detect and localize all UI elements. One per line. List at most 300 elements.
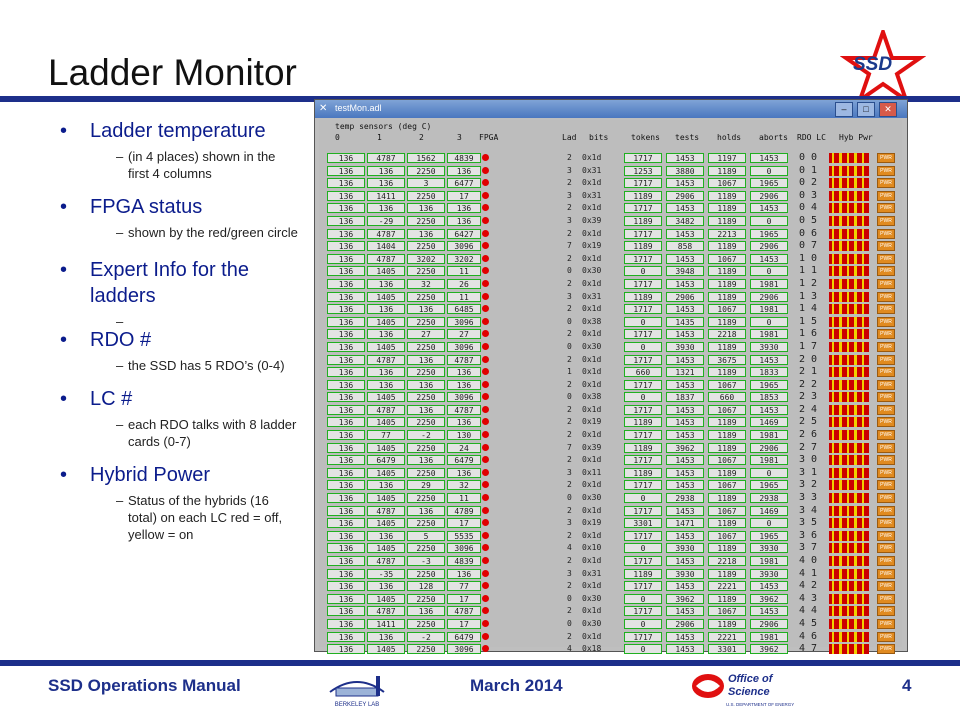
hybrid-power-bar bbox=[829, 329, 869, 339]
expert-info-field: 1453 bbox=[750, 203, 788, 213]
temp-sensor-3-field: 17 bbox=[447, 518, 481, 528]
sub-bullet: – Status of the hybrids (16 total) on each LC red = off, yellow = on bbox=[58, 492, 298, 543]
hybrid-power-bar bbox=[829, 405, 869, 415]
temp-sensor-0-field: 136 bbox=[327, 279, 365, 289]
temp-sensor-3-field: 4789 bbox=[447, 506, 481, 516]
rdo-lc-value: 1 5 bbox=[799, 315, 818, 327]
hybrid-power-button[interactable]: PWR bbox=[877, 556, 895, 566]
temp-sensor-0-field: 136 bbox=[327, 581, 365, 591]
rdo-lc-value: 3 3 bbox=[799, 492, 818, 504]
temp-sensor-2-field: 136 bbox=[407, 229, 445, 239]
expert-info-field: 1965 bbox=[750, 229, 788, 239]
hybrid-power-bar bbox=[829, 518, 869, 528]
hybrid-power-button[interactable]: PWR bbox=[877, 455, 895, 465]
hybrid-power-button[interactable]: PWR bbox=[877, 380, 895, 390]
temp-sensor-1-field: 1405 bbox=[367, 417, 405, 427]
col-header-1: 1 bbox=[377, 133, 382, 142]
fpga-status-indicator bbox=[482, 570, 489, 577]
hybrid-indicator bbox=[867, 493, 870, 503]
lad-value: 2 bbox=[567, 480, 572, 490]
hybrid-power-button[interactable]: PWR bbox=[877, 304, 895, 314]
testmon-window[interactable] bbox=[314, 99, 908, 655]
bits-value: 0x1d bbox=[582, 278, 602, 288]
expert-info-field: 1189 bbox=[708, 279, 746, 289]
hybrid-power-button[interactable]: PWR bbox=[877, 317, 895, 327]
hybrid-power-bar bbox=[829, 342, 869, 352]
fpga-status-indicator bbox=[482, 469, 489, 476]
temp-sensor-3-field: 136 bbox=[447, 367, 481, 377]
lad-value: 1 bbox=[567, 367, 572, 377]
temp-sensor-2-field: 2250 bbox=[407, 266, 445, 276]
lad-value: 2 bbox=[567, 228, 572, 238]
maximize-icon[interactable]: □ bbox=[857, 102, 875, 117]
temp-sensor-1-field: 1411 bbox=[367, 191, 405, 201]
expert-info-field: 0 bbox=[624, 317, 662, 327]
hybrid-power-bar bbox=[829, 632, 869, 642]
rdo-lc-value: 4 0 bbox=[799, 555, 818, 566]
expert-info-field: 1067 bbox=[708, 405, 746, 415]
hybrid-power-bar bbox=[829, 594, 869, 604]
ladder-row bbox=[319, 354, 902, 367]
hybrid-power-button[interactable]: PWR bbox=[877, 279, 895, 289]
fpga-status-indicator bbox=[482, 368, 489, 375]
expert-info-field: 1453 bbox=[666, 178, 704, 188]
fpga-status-indicator bbox=[482, 280, 489, 287]
expert-info-field: 1189 bbox=[624, 292, 662, 302]
expert-info-field: 1717 bbox=[624, 153, 662, 163]
ladder-row bbox=[319, 492, 902, 505]
expert-info-field: 3301 bbox=[624, 518, 662, 528]
fpga-status-indicator bbox=[482, 217, 489, 224]
bits-value: 0x1d bbox=[582, 203, 602, 213]
expert-info-field: 1453 bbox=[666, 556, 704, 566]
hybrid-power-button[interactable]: PWR bbox=[877, 606, 895, 616]
fpga-status-indicator bbox=[482, 154, 489, 161]
ladder-row bbox=[319, 580, 902, 593]
hybrid-indicator bbox=[867, 531, 870, 541]
expert-info-field: 1453 bbox=[666, 329, 704, 339]
hybrid-indicator bbox=[867, 342, 870, 352]
temp-sensor-0-field: 136 bbox=[327, 367, 365, 377]
expert-info-field: 2218 bbox=[708, 329, 746, 339]
expert-info-field: 1067 bbox=[708, 480, 746, 490]
expert-info-field: 1453 bbox=[666, 506, 704, 516]
fpga-status-indicator bbox=[482, 204, 489, 211]
temp-sensor-3-field: 17 bbox=[447, 594, 481, 604]
rdo-lc-value: 3 2 bbox=[799, 479, 818, 491]
temp-sensor-1-field: 1405 bbox=[367, 468, 405, 478]
fpga-status-indicator bbox=[482, 607, 489, 614]
hybrid-power-button[interactable]: PWR bbox=[877, 367, 895, 377]
fpga-status-indicator bbox=[482, 431, 489, 438]
ladder-row bbox=[319, 240, 902, 253]
bullet-list bbox=[58, 118, 298, 555]
expert-info-field: 1189 bbox=[708, 292, 746, 302]
hybrid-indicator bbox=[867, 178, 870, 188]
hybrid-indicator bbox=[867, 430, 870, 440]
expert-info-field: 1453 bbox=[666, 279, 704, 289]
hybrid-indicator bbox=[867, 329, 870, 339]
expert-info-field: 1981 bbox=[750, 455, 788, 465]
expert-info-field: 0 bbox=[750, 216, 788, 226]
hybrid-power-bar bbox=[829, 178, 869, 188]
fpga-status-indicator bbox=[482, 179, 489, 186]
temp-sensor-0-field: 136 bbox=[327, 556, 365, 566]
temp-sensor-1-field: 1405 bbox=[367, 317, 405, 327]
lad-value: 4 bbox=[567, 543, 572, 553]
hybrid-power-button[interactable]: PWR bbox=[877, 292, 895, 302]
bits-value: 0x1d bbox=[582, 455, 602, 465]
hybrid-power-button[interactable]: PWR bbox=[877, 581, 895, 591]
lad-value: 2 bbox=[567, 379, 572, 389]
bits-value: 0x1d bbox=[582, 404, 602, 414]
temp-sensor-2-field: 136 bbox=[407, 405, 445, 415]
hybrid-power-button[interactable]: PWR bbox=[877, 480, 895, 490]
temp-sensor-3-field: 4787 bbox=[447, 405, 481, 415]
expert-info-field: 1717 bbox=[624, 279, 662, 289]
bits-value: 0x1d bbox=[582, 253, 602, 263]
rdo-lc-value: 0 6 bbox=[799, 227, 818, 239]
temp-sensor-1-field: -35 bbox=[367, 569, 405, 579]
lad-value: 2 bbox=[567, 178, 572, 188]
ladder-row bbox=[319, 454, 902, 467]
temp-sensor-2-field: 2250 bbox=[407, 493, 445, 503]
hybrid-power-button[interactable]: PWR bbox=[877, 644, 895, 654]
expert-info-field: 0 bbox=[624, 392, 662, 402]
temp-sensor-0-field: 136 bbox=[327, 644, 365, 654]
temp-sensor-2-field: 128 bbox=[407, 581, 445, 591]
hybrid-power-bar bbox=[829, 279, 869, 289]
fpga-status-indicator bbox=[482, 167, 489, 174]
rdo-lc-value: 0 4 bbox=[799, 202, 818, 214]
ladder-row bbox=[319, 190, 902, 203]
temp-sensor-1-field: 1405 bbox=[367, 266, 405, 276]
temp-sensor-2-field: 2250 bbox=[407, 518, 445, 528]
hybrid-indicator bbox=[867, 304, 870, 314]
expert-info-field: 1717 bbox=[624, 581, 662, 591]
expert-info-field: 3930 bbox=[750, 569, 788, 579]
temp-sensor-0-field: 136 bbox=[327, 216, 365, 226]
fpga-status-indicator bbox=[482, 305, 489, 312]
bits-value: 0x1d bbox=[582, 581, 602, 591]
temp-sensor-2-field: 5 bbox=[407, 531, 445, 541]
expert-info-field: 1189 bbox=[708, 417, 746, 427]
temp-sensor-0-field: 136 bbox=[327, 191, 365, 201]
hybrid-power-button[interactable]: PWR bbox=[877, 417, 895, 427]
rdo-lc-value: 1 6 bbox=[799, 328, 818, 340]
close-icon[interactable]: ✕ bbox=[879, 102, 897, 117]
temp-sensor-2-field: 2250 bbox=[407, 191, 445, 201]
hybrid-power-button[interactable]: PWR bbox=[877, 619, 895, 629]
hybrid-power-bar bbox=[829, 266, 869, 276]
hybrid-power-button[interactable]: PWR bbox=[877, 392, 895, 402]
expert-info-field: 1189 bbox=[708, 241, 746, 251]
temp-sensor-2-field: 2250 bbox=[407, 342, 445, 352]
temp-sensor-1-field: 4787 bbox=[367, 355, 405, 365]
rdo-lc-value: 0 0 bbox=[799, 152, 818, 163]
fpga-status-indicator bbox=[482, 393, 489, 400]
hybrid-power-bar bbox=[829, 493, 869, 503]
expert-info-field: 0 bbox=[624, 342, 662, 352]
col-header-aborts: aborts bbox=[759, 133, 788, 142]
hybrid-power-bar bbox=[829, 380, 869, 390]
expert-info-field: 1717 bbox=[624, 178, 662, 188]
hybrid-power-bar bbox=[829, 543, 869, 553]
bits-value: 0x1d bbox=[582, 505, 602, 515]
temp-sensor-0-field: 136 bbox=[327, 531, 365, 541]
expert-info-field: 0 bbox=[624, 594, 662, 604]
bits-value: 0x19 bbox=[582, 518, 602, 528]
temp-sensor-1-field: 1405 bbox=[367, 543, 405, 553]
expert-info-field: 2218 bbox=[708, 556, 746, 566]
expert-info-field: 2906 bbox=[750, 191, 788, 201]
expert-info-field: 1965 bbox=[750, 380, 788, 390]
hybrid-indicator bbox=[867, 191, 870, 201]
temp-sensor-1-field: 136 bbox=[367, 380, 405, 390]
temp-sensor-0-field: 136 bbox=[327, 468, 365, 478]
col-header-tokens: tokens bbox=[631, 133, 660, 142]
hybrid-power-button[interactable]: PWR bbox=[877, 543, 895, 553]
hybrid-power-button[interactable]: PWR bbox=[877, 569, 895, 579]
lad-value: 2 bbox=[567, 631, 572, 641]
temp-sensor-1-field: 136 bbox=[367, 367, 405, 377]
temp-sensor-2-field: 136 bbox=[407, 506, 445, 516]
hybrid-power-button[interactable]: PWR bbox=[877, 166, 895, 176]
temp-sensor-2-field: 2250 bbox=[407, 241, 445, 251]
expert-info-field: 1471 bbox=[666, 518, 704, 528]
expert-info-field: 1717 bbox=[624, 405, 662, 415]
rdo-lc-value: 4 2 bbox=[799, 580, 818, 592]
expert-info-field: 1965 bbox=[750, 480, 788, 490]
expert-info-field: 1453 bbox=[666, 153, 704, 163]
hybrid-power-bar bbox=[829, 619, 869, 629]
expert-info-field: 1453 bbox=[666, 304, 704, 314]
rdo-lc-value: 1 2 bbox=[799, 277, 818, 289]
ladder-row bbox=[319, 605, 902, 618]
hybrid-indicator bbox=[867, 619, 870, 629]
bits-value: 0x31 bbox=[582, 291, 602, 301]
temp-sensor-3-field: 3096 bbox=[447, 342, 481, 352]
hybrid-power-button[interactable]: PWR bbox=[877, 329, 895, 339]
expert-info-field: 1067 bbox=[708, 606, 746, 616]
temp-sensor-1-field: 1405 bbox=[367, 493, 405, 503]
ladder-row bbox=[319, 643, 902, 656]
ladder-row bbox=[319, 416, 902, 429]
bits-value: 0x19 bbox=[582, 417, 602, 427]
hybrid-power-bar bbox=[829, 216, 869, 226]
expert-info-field: 1189 bbox=[708, 518, 746, 528]
hybrid-power-button[interactable]: PWR bbox=[877, 191, 895, 201]
bits-value: 0x19 bbox=[582, 241, 602, 251]
hybrid-power-button[interactable]: PWR bbox=[877, 203, 895, 213]
hybrid-power-button[interactable]: PWR bbox=[877, 468, 895, 478]
rdo-lc-value: 2 7 bbox=[799, 441, 818, 453]
rdo-lc-value: 2 0 bbox=[799, 353, 818, 365]
ladder-row bbox=[319, 152, 902, 165]
expert-info-field: 1189 bbox=[708, 317, 746, 327]
expert-info-field: 1189 bbox=[708, 342, 746, 352]
temp-sensor-2-field: 136 bbox=[407, 606, 445, 616]
rdo-lc-value: 1 0 bbox=[799, 252, 818, 264]
rdo-lc-value: 4 3 bbox=[799, 592, 818, 604]
hybrid-power-button[interactable]: PWR bbox=[877, 241, 895, 251]
expert-info-field: 1981 bbox=[750, 304, 788, 314]
expert-info-field: 1189 bbox=[708, 569, 746, 579]
expert-info-field: 1469 bbox=[750, 417, 788, 427]
doe-office-of-text: Office of bbox=[728, 673, 773, 685]
fpga-status-indicator bbox=[482, 356, 489, 363]
temp-sensor-1-field: 1405 bbox=[367, 342, 405, 352]
expert-info-field: 1717 bbox=[624, 480, 662, 490]
temp-sensor-1-field: 4787 bbox=[367, 229, 405, 239]
expert-info-field: 1981 bbox=[750, 279, 788, 289]
expert-info-field: 1453 bbox=[666, 644, 704, 654]
temp-sensor-2-field: 136 bbox=[407, 304, 445, 314]
hybrid-power-button[interactable]: PWR bbox=[877, 443, 895, 453]
hybrid-power-bar bbox=[829, 644, 869, 654]
ladder-row bbox=[319, 278, 902, 291]
expert-info-field: 1189 bbox=[708, 543, 746, 553]
lad-value: 2 bbox=[567, 278, 572, 288]
temp-sensor-0-field: 136 bbox=[327, 543, 365, 553]
rdo-lc-value: 2 2 bbox=[799, 378, 818, 390]
hybrid-power-button[interactable]: PWR bbox=[877, 178, 895, 188]
temp-sensor-2-field: 136 bbox=[407, 355, 445, 365]
expert-info-field: 1453 bbox=[666, 203, 704, 213]
expert-info-field: 1453 bbox=[750, 254, 788, 264]
hybrid-power-button[interactable]: PWR bbox=[877, 632, 895, 642]
hybrid-indicator bbox=[867, 317, 870, 327]
temp-sensor-2-field: 2250 bbox=[407, 216, 445, 226]
temp-sensor-3-field: 32 bbox=[447, 480, 481, 490]
expert-info-field: 1189 bbox=[708, 203, 746, 213]
expert-info-field: 1189 bbox=[624, 468, 662, 478]
hybrid-power-button[interactable]: PWR bbox=[877, 405, 895, 415]
hybrid-power-button[interactable]: PWR bbox=[877, 594, 895, 604]
ladder-row bbox=[319, 479, 902, 492]
hybrid-indicator bbox=[867, 153, 870, 163]
ladder-row bbox=[319, 555, 902, 568]
ladder-row bbox=[319, 442, 902, 455]
expert-info-field: 1453 bbox=[666, 468, 704, 478]
expert-info-field: 1453 bbox=[750, 153, 788, 163]
col-header-bits: bits bbox=[589, 133, 609, 142]
col-header-rdo-lc: RDO LC bbox=[797, 133, 826, 142]
temp-sensor-2-field: 2250 bbox=[407, 569, 445, 579]
expert-info-field: 858 bbox=[666, 241, 704, 251]
rdo-lc-value: 2 6 bbox=[799, 429, 818, 441]
footer-title: SSD Operations Manual bbox=[48, 676, 241, 695]
temp-sensor-3-field: 5535 bbox=[447, 531, 481, 541]
lad-value: 2 bbox=[567, 455, 572, 465]
bits-value: 0x1d bbox=[582, 153, 602, 162]
lad-value: 2 bbox=[567, 304, 572, 314]
ladder-row bbox=[319, 366, 902, 379]
hybrid-power-button[interactable]: PWR bbox=[877, 254, 895, 264]
col-header-fpga: FPGA bbox=[479, 133, 499, 142]
hybrid-indicator bbox=[867, 355, 870, 365]
expert-info-field: 1453 bbox=[666, 430, 704, 440]
temp-sensor-1-field: 4787 bbox=[367, 153, 405, 163]
temp-sensors-header: temp sensors (deg C) bbox=[335, 122, 432, 131]
temp-sensor-2-field: 3 bbox=[407, 178, 445, 188]
ladder-row bbox=[319, 631, 902, 644]
expert-info-field: 1965 bbox=[750, 178, 788, 188]
lad-value: 2 bbox=[567, 329, 572, 339]
col-header-2: 2 bbox=[419, 133, 424, 142]
hybrid-power-bar bbox=[829, 443, 869, 453]
hybrid-power-bar bbox=[829, 556, 869, 566]
hybrid-power-button[interactable]: PWR bbox=[877, 506, 895, 516]
ladder-row bbox=[319, 328, 902, 341]
ladder-row bbox=[319, 165, 902, 178]
expert-info-field: 1717 bbox=[624, 380, 662, 390]
hybrid-power-bar bbox=[829, 531, 869, 541]
expert-info-field: 1981 bbox=[750, 430, 788, 440]
fpga-status-indicator bbox=[482, 456, 489, 463]
hybrid-power-button[interactable]: PWR bbox=[877, 493, 895, 503]
minimize-icon[interactable]: – bbox=[835, 102, 853, 117]
bits-value: 0x1d bbox=[582, 228, 602, 238]
hybrid-power-button[interactable]: PWR bbox=[877, 430, 895, 440]
hybrid-indicator bbox=[867, 254, 870, 264]
hybrid-indicator bbox=[867, 632, 870, 642]
hybrid-power-button[interactable]: PWR bbox=[877, 229, 895, 239]
temp-sensor-3-field: 6479 bbox=[447, 632, 481, 642]
doe-science-text: Science bbox=[728, 686, 770, 698]
hybrid-indicator bbox=[867, 556, 870, 566]
hybrid-power-button[interactable]: PWR bbox=[877, 518, 895, 528]
expert-info-field: 1453 bbox=[666, 380, 704, 390]
temp-sensor-3-field: 136 bbox=[447, 203, 481, 213]
expert-info-field: 3948 bbox=[666, 266, 704, 276]
temp-sensor-1-field: 4787 bbox=[367, 405, 405, 415]
hybrid-power-bar bbox=[829, 153, 869, 163]
hybrid-power-button[interactable]: PWR bbox=[877, 355, 895, 365]
expert-info-field: 1717 bbox=[624, 329, 662, 339]
hybrid-power-button[interactable]: PWR bbox=[877, 342, 895, 352]
fpga-status-indicator bbox=[482, 532, 489, 539]
bits-value: 0x1d bbox=[582, 631, 602, 641]
hybrid-power-button[interactable]: PWR bbox=[877, 153, 895, 163]
bullet-rdo: • RDO # bbox=[58, 327, 298, 353]
expert-info-field: 0 bbox=[624, 543, 662, 553]
hybrid-power-button[interactable]: PWR bbox=[877, 266, 895, 276]
expert-info-field: 1189 bbox=[708, 430, 746, 440]
temp-sensor-2-field: 136 bbox=[407, 380, 445, 390]
expert-info-field: 2906 bbox=[666, 191, 704, 201]
fpga-status-indicator bbox=[482, 406, 489, 413]
lad-value: 2 bbox=[567, 417, 572, 427]
hybrid-indicator bbox=[867, 417, 870, 427]
hybrid-indicator bbox=[867, 468, 870, 478]
ladder-row bbox=[319, 505, 902, 518]
temp-sensor-0-field: 136 bbox=[327, 455, 365, 465]
window-app-icon[interactable]: ✕ bbox=[319, 103, 328, 114]
rdo-lc-value: 2 5 bbox=[799, 416, 818, 428]
temp-sensor-0-field: 136 bbox=[327, 355, 365, 365]
expert-info-field: 2906 bbox=[750, 443, 788, 453]
bullet-lc: • LC # bbox=[58, 386, 298, 412]
rdo-lc-value: 1 4 bbox=[799, 303, 818, 315]
rdo-lc-value: 0 1 bbox=[799, 164, 818, 176]
lad-value: 0 bbox=[567, 392, 572, 402]
hybrid-indicator bbox=[867, 518, 870, 528]
hybrid-power-button[interactable]: PWR bbox=[877, 216, 895, 226]
hybrid-power-button[interactable]: PWR bbox=[877, 531, 895, 541]
hybrid-power-bar bbox=[829, 480, 869, 490]
window-titlebar[interactable] bbox=[315, 100, 907, 118]
